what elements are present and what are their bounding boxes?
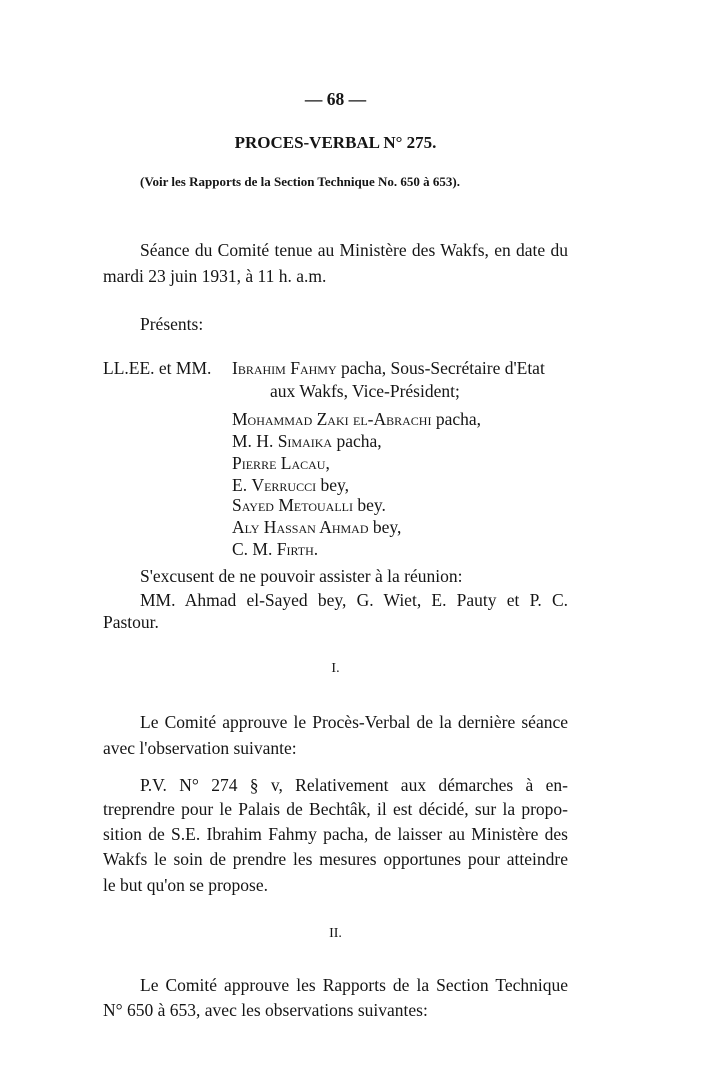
attendee-suffix: , <box>325 453 330 473</box>
attendee-line <box>232 538 318 560</box>
attendee-name: Aly Hassan Ahmad <box>232 517 369 537</box>
attendee-suffix: . <box>313 539 319 559</box>
intro-line-2: mardi 23 juin 1931, à 11 h. a.m. <box>103 266 327 286</box>
attendee-suffix: bey, <box>368 517 402 537</box>
section-1-para-1-line: avec l'observation suivante: <box>103 738 297 758</box>
attendee-suffix: bey, <box>316 475 349 495</box>
section-2-para-1-line: Le Comité approuve les Rapports de la Section Technique <box>140 975 568 995</box>
section-1-heading: I. <box>331 661 340 676</box>
attendee-line <box>270 380 460 402</box>
attendee-line <box>232 430 382 452</box>
page-number: — 68 — <box>304 89 367 109</box>
attendee-name: Verrucci <box>251 475 317 495</box>
section-1-para-2-line: Wakfs le soin de prendre les mesures opportunes pour atteindre <box>103 849 568 869</box>
section-1-para-1-line: Le Comité approuve le Procès-Verbal de la dernière séance <box>140 712 568 732</box>
section-1-para-2-line: le but qu'on se propose. <box>103 875 269 895</box>
attendee-line <box>232 452 330 474</box>
attendee-suffix: aux Wakfs, Vice-Président; <box>270 381 460 401</box>
subtitle: (Voir les Rapports de la Section Technique No. 650 à 653). <box>140 174 460 189</box>
attendee-prefix: E. <box>232 475 252 495</box>
attendee-name: Pierre Lacau <box>232 453 326 473</box>
attendee-suffix: pacha, <box>431 409 482 429</box>
excused-line-2: Pastour. <box>103 612 159 632</box>
attendee-suffix: bey. <box>353 495 386 515</box>
attendee-line <box>232 474 349 496</box>
attendee-line <box>232 516 401 538</box>
attendee-name: Sayed Metoualli <box>232 495 353 515</box>
section-2-heading: II. <box>329 926 342 941</box>
presents-label: Présents: <box>140 314 204 334</box>
excused-line-1: MM. Ahmad el-Sayed bey, G. Wiet, E. Pauty et P. C. <box>140 590 568 610</box>
attendee-suffix: pacha, Sous-Secrétaire d'Etat <box>336 358 545 378</box>
attendee-line <box>232 408 481 430</box>
attendee-name: Ibrahim Fahmy <box>232 358 337 378</box>
section-1-para-2-line: sition de S.E. Ibrahim Fahmy pacha, de laisser au Ministère des <box>103 824 568 844</box>
section-2-para-1-line: N° 650 à 653, avec les observations suivantes: <box>103 1000 428 1020</box>
attendee-suffix: pacha, <box>332 431 382 451</box>
attendee-name: Mohammad Zaki el-Abrachi <box>232 409 432 429</box>
attendee-prefix: M. H. <box>232 431 278 451</box>
attendee-line <box>232 357 545 379</box>
attendee-name: Firth <box>276 539 314 559</box>
honorific: LL.EE. et MM. <box>103 358 212 378</box>
section-1-para-2-line: treprendre pour le Palais de Bechtâk, il est décidé, sur la propo- <box>103 799 568 819</box>
attendee-name: Simaika <box>277 431 333 451</box>
attendee-line <box>232 494 386 516</box>
intro-line-1: Séance du Comité tenue au Ministère des Wakfs, en date du <box>140 240 568 260</box>
attendee-prefix: C. M. <box>232 539 277 559</box>
page-title: PROCES-VERBAL N° 275. <box>234 133 437 152</box>
excused-label: S'excusent de ne pouvoir assister à la réunion: <box>140 566 463 586</box>
section-1-para-2-line: P.V. N° 274 § v, Relativement aux démarches à en- <box>140 775 568 795</box>
